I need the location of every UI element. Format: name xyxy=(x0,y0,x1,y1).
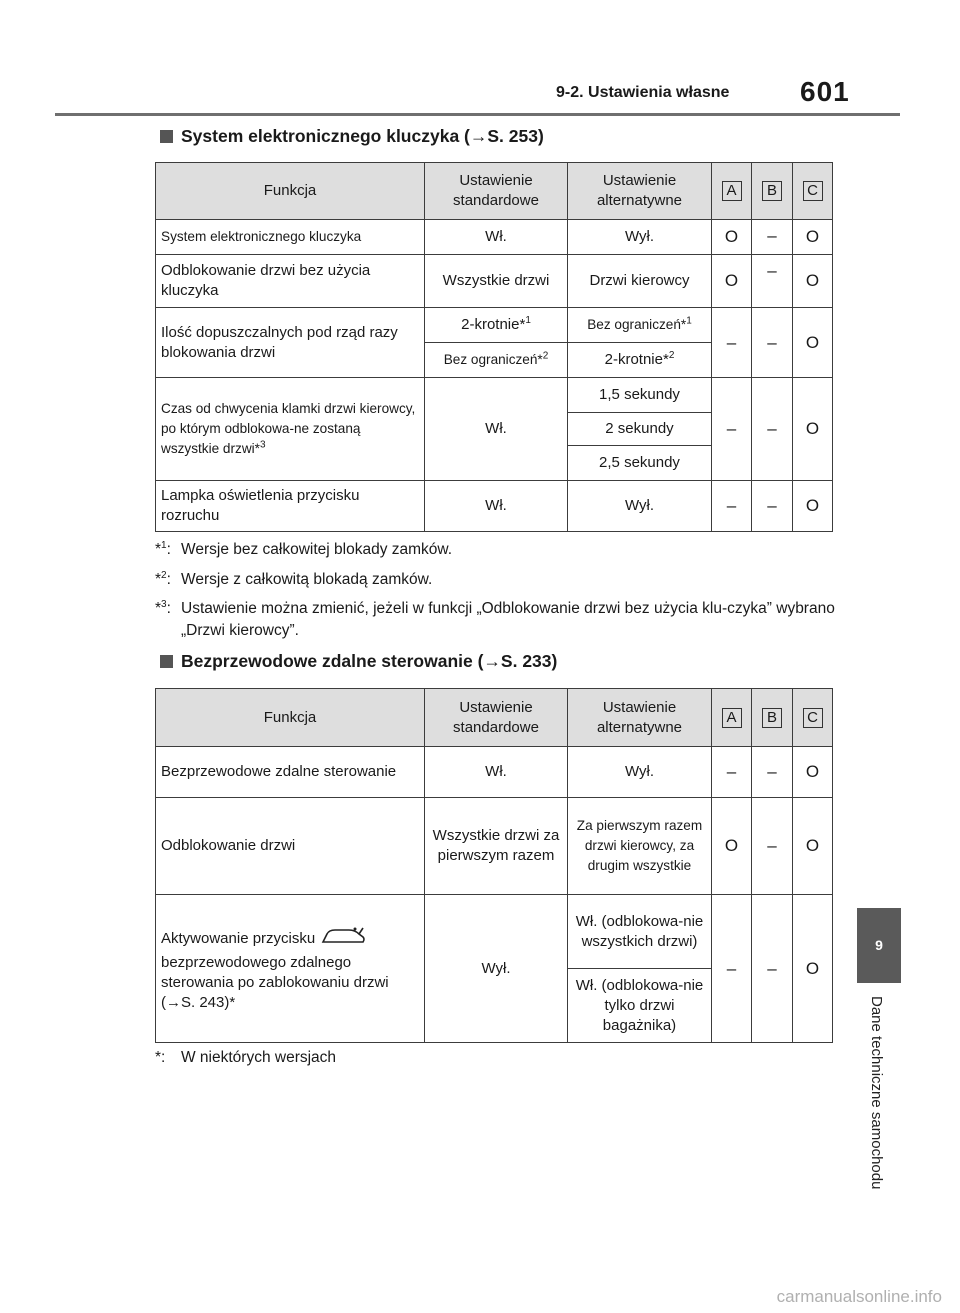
col-header-standard: Ustawienie standardowe xyxy=(425,163,568,220)
col-header-alternative: Ustawienie alternatywne xyxy=(568,163,712,220)
table-row: 2,5 sekundy xyxy=(156,446,833,481)
section1-title: System elektronicznego kluczyka (→S. 253) xyxy=(160,126,544,147)
arrow-icon: → xyxy=(469,126,488,146)
col-header-c: C xyxy=(803,181,823,201)
table-row: Lampka oświetlenia przycisku rozruchu Wł. Wył. – – O xyxy=(156,481,833,532)
chapter-title: Dane techniczne samochodu xyxy=(868,996,885,1190)
chapter-tab: 9 xyxy=(857,908,901,983)
section2-title: Bezprzewodowe zdalne sterowanie (→S. 233) xyxy=(160,651,557,672)
col-header-b: B xyxy=(762,181,782,201)
table-row: System elektronicznego kluczyka Wł. Wył. O – O xyxy=(156,220,833,255)
settings-table-1 xyxy=(155,162,833,532)
settings-table-2 xyxy=(155,688,833,1043)
col-header-funkcja: Funkcja xyxy=(156,689,425,747)
footnote-section2: *: W niektórych wersjach xyxy=(155,1049,337,1066)
arrow-icon: → xyxy=(483,651,501,671)
section-header: 9-2. Ustawienia własne xyxy=(556,84,730,101)
col-header-c: C xyxy=(803,708,823,728)
square-bullet-icon xyxy=(160,130,173,143)
header-rule xyxy=(55,113,900,116)
table-row: Wł. (odblokowa-nie tylko drzwi bagażnika) xyxy=(156,969,833,1043)
footnote-2: *$^2$: Wersje z całkowitą blokadą zamków. xyxy=(155,569,433,588)
square-bullet-icon xyxy=(160,655,173,668)
arrow-icon: → xyxy=(166,993,181,1011)
table-row: Czas od chwycenia klamki drzwi kierowcy, po którym odblokowa-ne zostaną wszystkie drzwi*$^3$ Wł. 1,5 sekundy – – O xyxy=(156,378,833,413)
footnote-3: *$^3$: Ustawienie można zmienić, jeżeli w funkcji „Odblokowanie drzwi bez użycia klu-czyka” wybrano „Drzwi kierowcy”. xyxy=(155,598,835,639)
col-header-funkcja: Funkcja xyxy=(156,163,425,220)
table-row: Odblokowanie drzwi Wszystkie drzwi za pierwszym razem Za pierwszym razem drzwi kierowcy, za drugim wszystkie O – O xyxy=(156,798,833,895)
watermark: carmanualsonline.info xyxy=(776,1287,942,1306)
col-header-standard: Ustawienie standardowe xyxy=(425,689,568,747)
col-header-b: B xyxy=(762,708,782,728)
page-number: 601 xyxy=(800,76,850,107)
col-header-a: A xyxy=(722,181,742,201)
footnote-1: *$^1$: Wersje bez całkowitej blokady zamków. xyxy=(155,539,453,558)
table-row: Ilość dopuszczalnych pod rząd razy blokowania drzwi 2-krotnie*$^1$ Bez ograniczeń*$^1$ – – O xyxy=(156,308,833,343)
table-row: 2 sekundy xyxy=(156,413,833,446)
table-row: Aktywowanie przycisku bezprzewodowego zdalnego sterowania po zablokowaniu drzwi (→S. 243)* Wył. Wł. (odblokowa-nie wszystkich drzwi) – – O xyxy=(156,895,833,969)
table-row: Bez ograniczeń*$^2$ 2-krotnie*$^2$ xyxy=(156,343,833,378)
table-row: Bezprzewodowe zdalne sterowanie Wł. Wył. – – O xyxy=(156,747,833,798)
trunk-open-icon xyxy=(319,925,367,953)
table-row: Odblokowanie drzwi bez użycia kluczyka Wszystkie drzwi Drzwi kierowcy O – O xyxy=(156,255,833,308)
col-header-alternative: Ustawienie alternatywne xyxy=(568,689,712,747)
col-header-a: A xyxy=(722,708,742,728)
